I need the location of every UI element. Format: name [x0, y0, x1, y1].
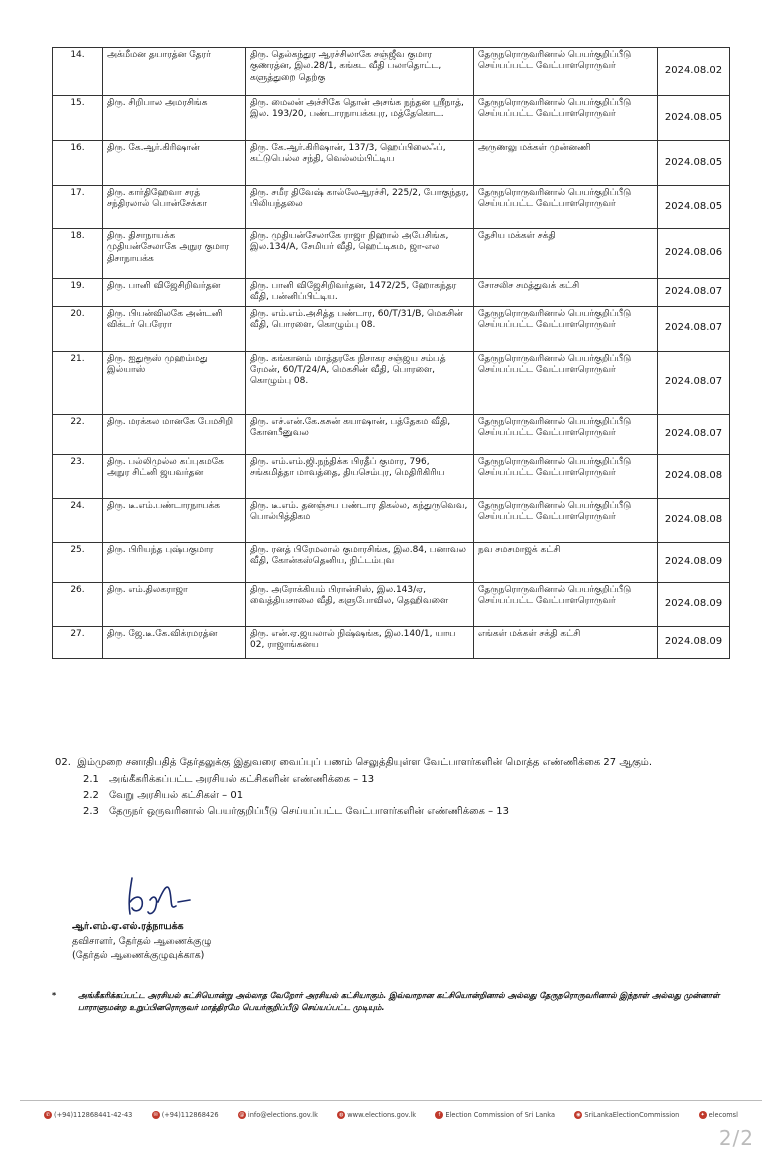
nomination-date: 2024.08.08 [658, 454, 730, 498]
footnote-mark: * [52, 991, 57, 1000]
row-number: 18. [53, 229, 103, 279]
row-number: 21. [53, 351, 103, 414]
row-number: 26. [53, 582, 103, 626]
candidate-name: திரு. பிரியந்த புஷ்பகுமார [103, 542, 246, 582]
row-number: 19. [53, 279, 103, 307]
signature-block [72, 920, 212, 964]
candidate-name: திரு. ஐதுரூஸ் முஹம்மது இல்யாஸ் [103, 351, 246, 414]
candidate-name: திரு. டீ.எம்.பண்டாரநாயக்க [103, 498, 246, 542]
row-number: 23. [53, 454, 103, 498]
table-row [53, 279, 730, 307]
party-name: தேருநரொருவரினால் பெயர்குறிப்பீடு செய்யப்பட்ட வேட்பாளரொருவர் [474, 582, 658, 626]
nominator-address: திரு. தெல்கந்துர ஆரச்சிலாகே சஞ்ஜீவ குமார குணரத்ன, இல.28/1, கங்கட வீதி பலாதொட்ட, களுத்துறை தெற்கு [246, 48, 474, 96]
nomination-date: 2024.08.05 [658, 96, 730, 141]
footer-contact-text: (+94)112868426 [161, 1111, 219, 1119]
nomination-date: 2024.08.05 [658, 141, 730, 186]
summary-section [55, 755, 735, 821]
party-name: தேருநரொருவரினால் பெயர்குறிப்பீடு செய்யப்பட்ட வேட்பாளரொருவர் [474, 351, 658, 414]
candidate-name: திரு. திசாநாயக்க முதியன்சேலாகே அநுர குமார திசாநாயக்க [103, 229, 246, 279]
row-number: 15. [53, 96, 103, 141]
facebook-icon: f [435, 1111, 443, 1119]
web-icon: ◍ [339, 1112, 344, 1118]
table-row [53, 229, 730, 279]
table-row [53, 96, 730, 141]
candidate-name: திரு. எம்.திலகராஜா [103, 582, 246, 626]
party-name: அருணலு மக்கள் முன்னணி [474, 141, 658, 186]
signatory-title: தவிசாளர், தேர்தல் ஆணைக்குழு [72, 935, 212, 947]
party-name: தேருநரொருவரினால் பெயர்குறிப்பீடு செய்யப்பட்ட வேட்பாளரொருவர் [474, 96, 658, 141]
footnote-text: அங்கீகரிக்கப்பட்ட அரசியல் கட்சியொன்று அல்லாத வேறோர் அரசியல் கட்சியாகும். இவ்வாறான கட்சியொன்றினால் அல்லது தேருநரொருவரினால் இந்நாள் அல்லது முன்னாள் பாராளுமன்ற உறுப்பினரொருவர் மாத்திரமே பெயர்குறிப்பீடு செய்யப்பட்ட முடியும். [78, 991, 720, 1012]
party-name: தேருநரொருவரினால் பெயர்குறிப்பீடு செய்யப்பட்ட வேட்பாளரொருவர் [474, 186, 658, 229]
footer-contact-item [574, 1111, 679, 1119]
candidate-name: அக்மீமன தயாரத்ன தேரர் [103, 48, 246, 96]
summary-item-text: அங்கீகரிக்கப்பட்ட அரசியல் கட்சிகளின் எண்ணிக்கை – 13 [109, 774, 375, 785]
summary-item [83, 772, 735, 788]
candidate-name: திரு. பல்லிமுல்ல கப்புகமகே அநுர சிட்னி ஜயவர்தன [103, 454, 246, 498]
nomination-date: 2024.08.09 [658, 582, 730, 626]
table-row [53, 454, 730, 498]
nomination-date: 2024.08.07 [658, 414, 730, 454]
footer-contact-text: (+94)112868441-42-43 [54, 1111, 133, 1119]
footer-contact-text: info@elections.gov.lk [247, 1111, 318, 1119]
footer-contact-text: www.elections.gov.lk [347, 1111, 417, 1119]
paragraph-text: இம்முறை சனாதிபதித் தேர்தலுக்கு இதுவரை வைப்புப் பணம் செலுத்தியுள்ள வேட்பாளர்களின் மொத்த எண்ணிக்கை 27 ஆகும். [77, 757, 653, 768]
candidate-name: திரு. பியன்விலகே அன்டனி விக்டர் பெரேரா [103, 306, 246, 351]
footer-contact-text: elecomsl [708, 1111, 738, 1119]
table-row [53, 542, 730, 582]
footer-contact-text: SriLankaElectionCommission [584, 1111, 680, 1119]
candidate-name: திரு. மரக்கல மானகே பேமசிறி [103, 414, 246, 454]
summary-items [83, 772, 735, 821]
nomination-date: 2024.08.02 [658, 48, 730, 96]
summary-item-text: தேருநர் ஒருவரினால் பெயர்குறிப்பீடு செய்யப்பட்ட வேட்பாளர்களின் எண்ணிக்கை – 13 [109, 806, 510, 818]
candidate-name: திரு. சிறிபால அமரசிங்க [103, 96, 246, 141]
summary-item-text: வேறு அரசியல் கட்சிகள் – 01 [109, 790, 244, 802]
table-row [53, 351, 730, 414]
candidate-name: திரு. ஜே.டீ.கே.விக்ரமரத்ன [103, 626, 246, 658]
footer-contact-item [337, 1111, 416, 1119]
table-row [53, 48, 730, 96]
nominator-address: திரு. டீ.எம். தனஞ்சய பண்டார திகல்ல, கந்துருவெவ, பொல்பித்திகம [246, 498, 474, 542]
nominator-address: திரு. கே.ஆர்.கிரிஷான், 137/3, ஹெப்பிலைஃப், கட்டுபெல்ல சந்தி, வெல்லம்பிட்டிய [246, 141, 474, 186]
handwritten-signature-icon [120, 872, 200, 922]
nominator-address: திரு. அரோக்கியம் பிரான்சிஸ், இல.143/ஏ, வைத்தியசாலை வீதி, களுபோவில, தெஹிவளை [246, 582, 474, 626]
party-name: எங்கள் மக்கள் சக்தி கட்சி [474, 626, 658, 658]
nominator-address: திரு. முதியன்சேலாகே ராஜா நிஹால் அபேசிங்க, இல.134/A, சேமியர் வீதி, ஹெட்டிகம, ஜா-எல [246, 229, 474, 279]
party-name: தேருநரொருவரினால் பெயர்குறிப்பீடு செய்யப்பட்ட வேட்பாளரொருவர் [474, 414, 658, 454]
nomination-date: 2024.08.08 [658, 498, 730, 542]
nomination-date: 2024.08.07 [658, 279, 730, 307]
table-row [53, 186, 730, 229]
social-icon: ◉ [576, 1112, 581, 1118]
nominator-address: திரு. எச்.என்.கே.கசுன் கயாஷான், பத்தேகம வீதி, கோனபீனுவல [246, 414, 474, 454]
candidate-name: திரு. கார்திஹேவா சரத் சந்திரலால் பொன்சேக்கா [103, 186, 246, 229]
candidate-name: திரு. கே.ஆர்.கிரிஷான் [103, 141, 246, 186]
signatory-sub: (தேர்தல் ஆணைக்குழுவுக்காக) [72, 950, 205, 962]
nominator-address: திரு. மைலன் அச்சிகே தொன் அசங்க நந்தன ஸ்ரீநாத், இல. 193/20, பண்டாரநாயக்கபுர, மத்தேகொட. [246, 96, 474, 141]
nomination-date: 2024.08.06 [658, 229, 730, 279]
nominator-address: திரு. சமீர திவேஷ் கால்லேஆரச்சி, 225/2, போகுந்தர, பிலியந்தலை [246, 186, 474, 229]
nominator-address: திரு. ரனத் பிரேமலால் குமாரசிங்க, இல.84, பனாவல வீதி, கோன்கஸ்தெனிய, நிட்டம்புவ [246, 542, 474, 582]
candidate-name: திரு. பானி விஜேசிறிவர்தன [103, 279, 246, 307]
email-icon: @ [239, 1112, 245, 1118]
row-number: 17. [53, 186, 103, 229]
nomination-date: 2024.08.09 [658, 542, 730, 582]
summary-item-number: 2.3 [83, 806, 99, 818]
summary-item-number: 2.2 [83, 790, 99, 802]
summary-item [83, 804, 735, 820]
party-name: தேருநரொருவரினால் பெயர்குறிப்பீடு செய்யப்பட்ட வேட்பாளரொருவர் [474, 498, 658, 542]
nominator-address: திரு. கங்கானம் மாத்தரகே நிசாகர சஞ்ஜய சம்பத் ரேமன், 60/T/24/A, மெகசின் வீதி, பொரளை, கொழும்பு 08. [246, 351, 474, 414]
footer-contact-item [44, 1111, 132, 1119]
party-name: தேசிய மக்கள் சக்தி [474, 229, 658, 279]
footnote [52, 990, 742, 1014]
row-number: 24. [53, 498, 103, 542]
contact-footer [20, 1100, 762, 1119]
nomination-date: 2024.08.07 [658, 306, 730, 351]
table-row [53, 414, 730, 454]
summary-item [83, 788, 735, 804]
twitter-icon: ✦ [700, 1112, 705, 1118]
phone-icon: ✆ [45, 1112, 51, 1118]
nominator-address: திரு. பானி விஜேசிறிவர்தன, 1472/25, ஹோகந்தர வீதி, பன்னிப்பிட்டிய. [246, 279, 474, 307]
row-number: 25. [53, 542, 103, 582]
nomination-date: 2024.08.07 [658, 351, 730, 414]
signatory-name: ஆர்.எம்.ஏ.எல்.ரத்நாயக்க [72, 921, 184, 932]
party-name: தேருநரொருவரினால் பெயர்குறிப்பீடு செய்யப்பட்ட வேட்பாளரொருவர் [474, 454, 658, 498]
footer-contact-item [435, 1111, 555, 1119]
party-name: சோசலிச சமத்துவக் கட்சி [474, 279, 658, 307]
nomination-date: 2024.08.05 [658, 186, 730, 229]
party-name: தேருநரொருவரினால் பெயர்குறிப்பீடு செய்யப்பட்ட வேட்பாளரொருவர் [474, 48, 658, 96]
table-row [53, 498, 730, 542]
nominator-address: திரு. எம்.எம்.அசித்த பண்டார, 60/T/31/B, மெகசின் வீதி, பொரளை, கொழும்பு 08. [246, 306, 474, 351]
candidates-table [52, 47, 730, 659]
paragraph-number: 02. [55, 757, 71, 768]
page-indicator: 2/2 [718, 1126, 754, 1150]
row-number: 20. [53, 306, 103, 351]
row-number: 22. [53, 414, 103, 454]
table-row [53, 306, 730, 351]
summary-paragraph [55, 755, 735, 770]
table-row [53, 626, 730, 658]
party-name: தேருநரொருவரினால் பெயர்குறிப்பீடு செய்யப்பட்ட வேட்பாளரொருவர் [474, 306, 658, 351]
footer-contact-text: Election Commission of Sri Lanka [445, 1111, 556, 1119]
row-number: 14. [53, 48, 103, 96]
nominator-address: திரு. என்.ஏ.ஜயலால் நிஷ்ஷங்க, இல.140/1, யாய 02, ராஜாங்கனய [246, 626, 474, 658]
party-name: நவ சமசமாஜக் கட்சி [474, 542, 658, 582]
footer-contact-item [152, 1111, 219, 1119]
summary-item-number: 2.1 [83, 774, 99, 785]
table-row [53, 141, 730, 186]
nominator-address: திரு. எம்.எம்.ஜி.நந்திக்க பிரதீப் குமார, 796, சங்கமித்தா மாவத்தை, தியசெம்புர, மெதிரிகிரிய [246, 454, 474, 498]
table-row [53, 582, 730, 626]
row-number: 16. [53, 141, 103, 186]
fax-icon: ✉ [153, 1112, 158, 1118]
footer-contact-item [699, 1111, 738, 1119]
footer-contact-item [238, 1111, 318, 1119]
row-number: 27. [53, 626, 103, 658]
nomination-date: 2024.08.09 [658, 626, 730, 658]
